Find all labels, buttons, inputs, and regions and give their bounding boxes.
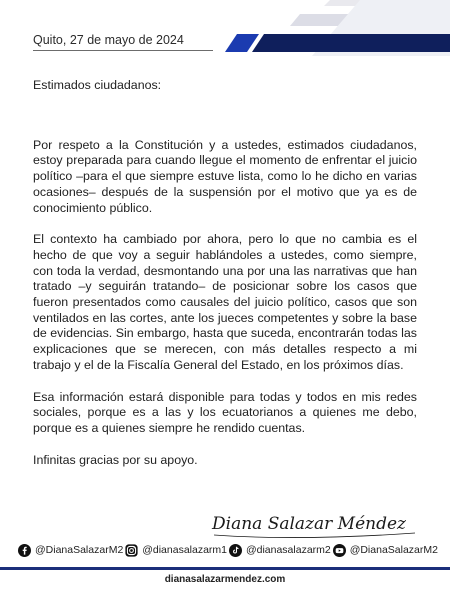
letter-date: Quito, 27 de mayo de 2024	[33, 33, 184, 47]
social-instagram[interactable]	[125, 544, 227, 557]
closing-line: Infinitas gracias por su apoyo.	[33, 452, 198, 467]
paragraph-2: El contexto ha cambiado por ahora, pero lo que no cambia es el hecho de que voy a seguir hablándoles a ustedes, como siempre, con toda la verdad, desmontando una por una las narrativas que han tratado –y seguirán tratando– de posicionar sobre los casos que fueron presentados como causales del juicio político, casos que son ventilados en las cortes, ante los jueces competentes y sobre la base de evidencias. Sin embargo, hasta que suceda, encontrarán todas las explicaciones que se merecen, con más detalles respecto a mi trabajo y el de la Fiscalía General del Estado, en los próximos días.	[33, 232, 417, 372]
social-youtube[interactable]	[333, 544, 438, 557]
facebook-icon	[18, 544, 31, 557]
salutation: Estimados ciudadanos:	[33, 78, 162, 92]
website-link[interactable]: dianasalazarmendez.com	[164, 574, 286, 585]
youtube-handle: @DianaSalazarM2	[349, 544, 438, 556]
social-links	[18, 542, 438, 558]
facebook-handle: @DianaSalazarM2	[35, 544, 124, 556]
paragraph-1: Por respeto a la Constitución y a ustedes, estimados ciudadanos, estoy preparada para cuando llegue el momento de enfrentar el juicio político –para el que siempre estuve lista, como lo he dicho en varias ocasiones– después de la suspensión por el motivo que ya es de conocimiento público.	[33, 137, 417, 215]
signature-text: Diana Salazar Méndez	[212, 514, 406, 534]
social-facebook[interactable]	[18, 544, 123, 557]
footer-divider	[0, 567, 450, 570]
paragraph-3: Esa información estará disponible para todas y todos en mis redes sociales, porque es a las y los ecuatorianos a quienes me debo, porque es a quienes siempre he rendido cuentas.	[33, 389, 417, 435]
tiktok-handle: @dianasalazarm2	[245, 544, 331, 556]
instagram-handle: @dianasalazarm1	[142, 544, 228, 556]
tiktok-icon	[229, 544, 242, 557]
social-tiktok[interactable]	[229, 544, 331, 557]
instagram-icon	[125, 544, 138, 557]
letter-body	[33, 78, 417, 468]
handwritten-signature	[210, 505, 425, 545]
date-underline	[33, 50, 213, 51]
youtube-icon	[333, 544, 346, 557]
